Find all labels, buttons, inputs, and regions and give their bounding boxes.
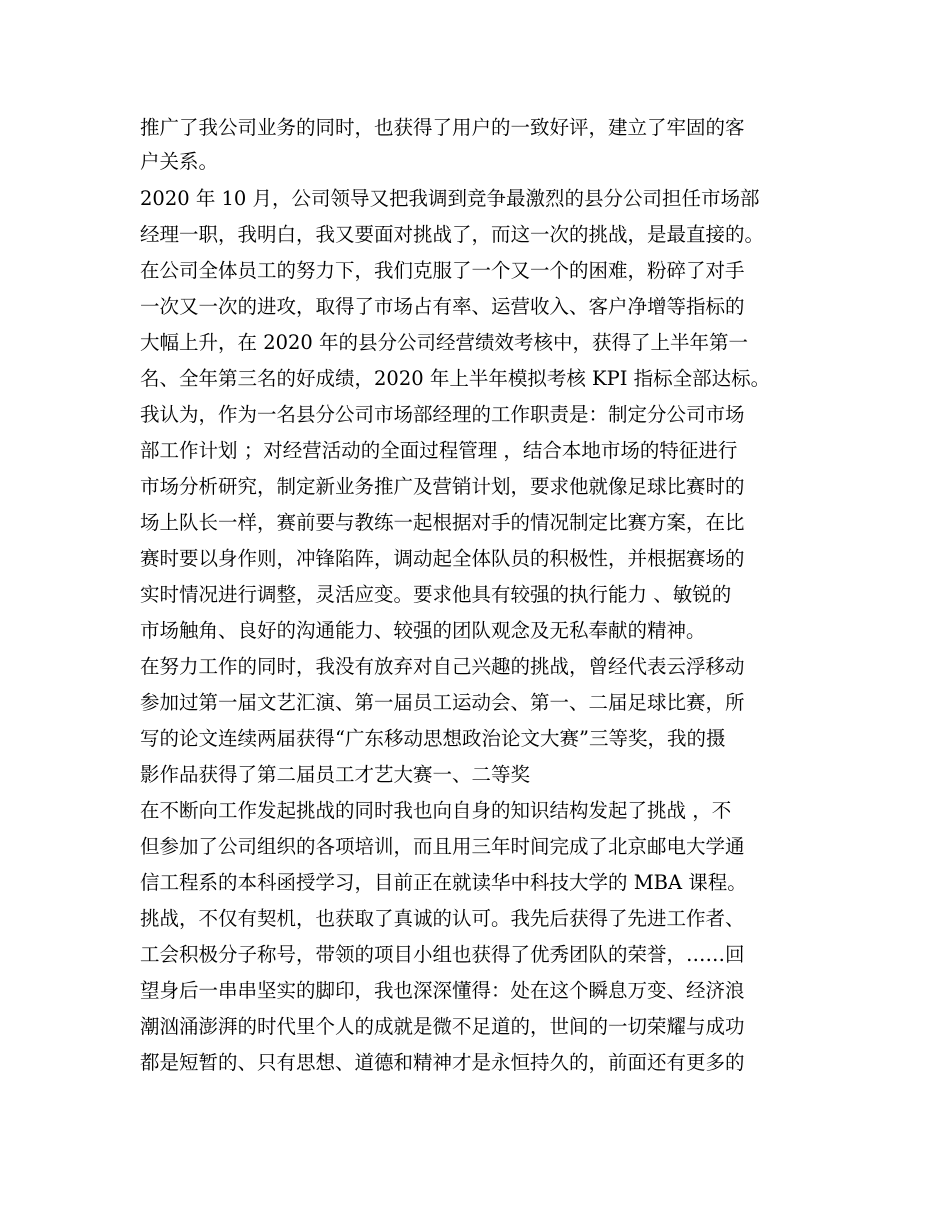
- text-line: 写的论文连续两届获得“广东移动思想政治论文大赛”三等奖，我的摄: [140, 727, 726, 750]
- text-line: 场上队长一样，赛前要与教练一起根据对手的情况制定比赛方案，在比: [140, 511, 745, 534]
- text-line: 都是短暂的、只有思想、道德和精神才是永恒持久的，前面还有更多的: [140, 1051, 745, 1074]
- text-line: 信工程系的本科函授学习，目前正在就读华中科技大学的 MBA 课程。: [140, 871, 747, 894]
- text-line: 潮汹涌澎湃的时代里个人的成就是微不足道的，世间的一切荣耀与成功: [140, 1015, 745, 1038]
- text-line: 户关系。: [140, 150, 219, 173]
- text-line: 挑战，不仅有契机，也获取了真诚的认可。我先后获得了先进工作者、: [140, 907, 745, 930]
- text-line: 参加过第一届文艺汇演、第一届员工运动会、第一、二届足球比赛，所: [140, 691, 745, 714]
- text-line: 赛时要以身作则，冲锋陷阵，调动起全体队员的积极性，并根据赛场的: [140, 547, 745, 570]
- text-line: 2020 年 10 月，公司领导又把我调到竞争最激烈的县分公司担任市场部: [140, 187, 760, 210]
- text-line: 但参加了公司组织的各项培训，而且用三年时间完成了北京邮电大学通: [140, 835, 745, 858]
- text-line: 实时情况进行调整，灵活应变。要求他具有较强的执行能力 、敏锐的: [140, 583, 732, 606]
- text-line: 在不断向工作发起挑战的同时我也向自身的知识结构发起了挑战 ，不: [140, 799, 732, 822]
- text-line: 望身后一串串坚实的脚印，我也深深懂得：处在这个瞬息万变、经济浪: [140, 979, 745, 1002]
- text-line: 市场触角、良好的沟通能力、较强的团队观念及无私奉献的精神。: [140, 619, 706, 642]
- text-line: 在努力工作的同时，我没有放弃对自己兴趣的挑战，曾经代表云浮移动: [140, 655, 745, 678]
- text-line: 一次又一次的进攻，取得了市场占有率、运营收入、客户净增等指标的: [140, 295, 745, 318]
- text-line: 市场分析研究，制定新业务推广及营销计划，要求他就像足球比赛时的: [140, 475, 745, 498]
- text-line: 我认为，作为一名县分公司市场部经理的工作职责是：制定分公司市场: [140, 403, 745, 426]
- text-line: 经理一职，我明白，我又要面对挑战了，而这一次的挑战，是最直接的。: [140, 223, 765, 246]
- text-line: 名、全年第三名的好成绩，2020 年上半年模拟考核 KPI 指标全部达标。: [140, 367, 771, 390]
- text-line: 工会积极分子称号，带领的项目小组也获得了优秀团队的荣誉，……回: [140, 943, 745, 966]
- text-line: 影作品获得了第二届员工才艺大赛一、二等奖: [140, 763, 531, 786]
- text-line: 部工作计划 ；对经营活动的全面过程管理 ，结合本地市场的特征进行: [140, 439, 738, 462]
- text-line: 推广了我公司业务的同时，也获得了用户的一致好评，建立了牢固的客: [140, 116, 745, 139]
- text-line: 大幅上升，在 2020 年的县分公司经营绩效考核中，获得了上半年第一: [140, 331, 749, 354]
- text-line: 在公司全体员工的努力下，我们克服了一个又一个的困难，粉碎了对手: [140, 259, 745, 282]
